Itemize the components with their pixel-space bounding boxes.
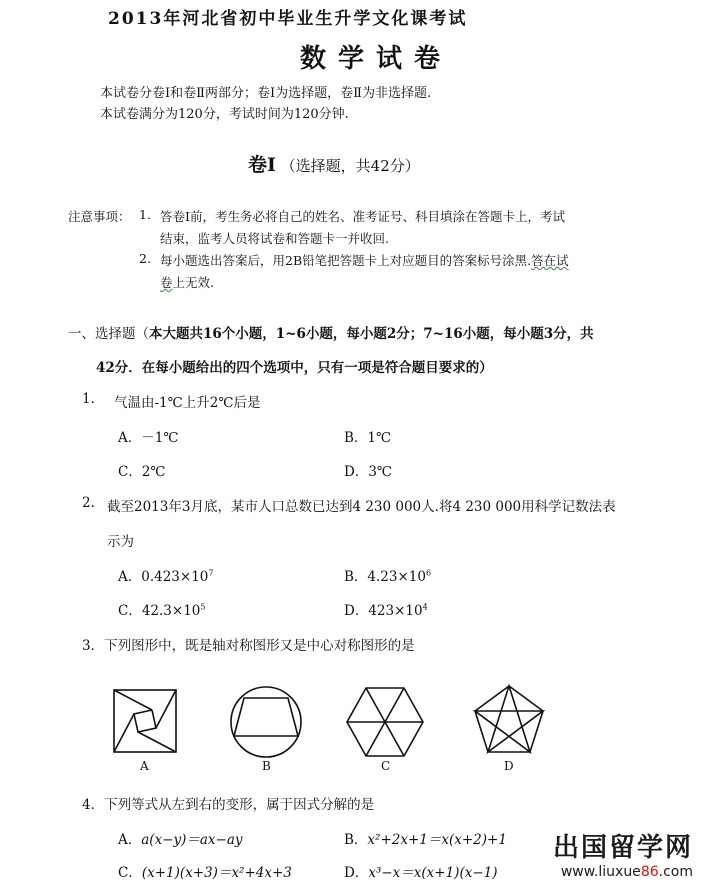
q3-stem: 3．下列图形中，既是轴对称图形又是中心对称图形的是	[82, 638, 415, 654]
figure-label-a: A	[140, 759, 149, 773]
q4-option-b-prefix: B．	[344, 832, 368, 848]
q3-figures	[100, 680, 580, 775]
q4-option-d	[344, 861, 498, 881]
note-1-number: 1.	[139, 207, 151, 222]
q4-option-c-prefix: C．	[118, 865, 142, 881]
q4-option-a-prefix: A．	[118, 832, 142, 848]
note-2-line-2-b: 上无效.	[172, 275, 214, 290]
q1-option-d: D．3℃	[344, 464, 393, 480]
q1-option-b: B．1℃	[344, 430, 392, 446]
q2-option-d-exp: 4	[422, 602, 428, 612]
q1-number: 1.	[82, 391, 95, 407]
q1-option-a: A．－1℃	[118, 430, 179, 446]
q2-option-b-exp: 6	[425, 568, 432, 578]
note-2-number: 2.	[139, 251, 151, 266]
part1-heading-line-2: 42分．在每小题给出的四个选项中，只有一项是符合题目要求的）	[96, 360, 493, 376]
intro-line-2: 本试卷满分为120分，考试时间为120分钟.	[100, 107, 349, 122]
q2-option-a-exp: 7	[208, 568, 214, 578]
q4-option-c	[118, 861, 292, 881]
q2-stem-line-1: 截至2013年3月底，某市人口总数已达到4 230 000人.将4 230 000用科学记数法表	[107, 499, 616, 515]
figure-label-d: D	[504, 759, 514, 773]
q2-option-d	[344, 599, 428, 619]
part1-heading-a: 一、选择题（	[68, 326, 149, 342]
q4-option-b	[344, 828, 507, 848]
q2-option-a-base: A．0.423×10	[118, 569, 209, 585]
note-2-line-1-c: 答在试	[531, 253, 569, 268]
note-1-line-1: 答卷Ⅰ前，考生务必将自己的姓名、准考证号、科目填涂在答题卡上，考试	[160, 209, 565, 224]
figure-b-circle-trapezoid	[231, 687, 301, 757]
watermark	[553, 827, 693, 880]
exam-title: 2013年河北省初中毕业生升学文化课考试	[108, 9, 468, 29]
note-2-line-1-a: 每小题选出答案后，用2	[160, 253, 293, 268]
q4-stem: 4．下列等式从左到右的变形，属于因式分解的是	[82, 797, 375, 813]
part1-heading-b: 本大题共16个小题，1~6小题，每小题2分；7~16小题，每小题3分，共	[149, 326, 594, 342]
q2-option-a	[118, 565, 213, 585]
q2-option-c-base: C．42.3×10	[118, 603, 201, 619]
q1-stem: 气温由-1℃上升2℃后是	[114, 395, 261, 411]
note-2-line-1	[160, 251, 569, 269]
q2-number: 2.	[82, 495, 95, 511]
figure-a-square-pinwheel	[114, 690, 176, 752]
watermark-url	[553, 864, 693, 880]
notes-label: 注意事项：	[68, 209, 131, 224]
q2-option-d-base: D．423×10	[344, 603, 423, 619]
note-2-line-1-b: B铅笔把答题卡上对应题目的答案标号涂黑.	[292, 253, 532, 268]
watermark-url-b: 86	[640, 864, 659, 880]
watermark-url-a: www.liuxue	[560, 864, 641, 880]
q2-option-b-base: B．4.23×10	[344, 569, 426, 585]
figure-label-c: C	[381, 759, 391, 773]
q4-option-d-prefix: D．	[344, 865, 369, 881]
note-2-line-2-a: 卷	[160, 275, 173, 290]
q1-option-c: C．2℃	[118, 464, 166, 480]
watermark-main: 出国留学网	[552, 833, 693, 863]
part1-heading-line-1	[68, 322, 594, 342]
note-2-line-2	[160, 273, 214, 291]
q4-option-c-expr: (x+1)(x+3)＝x²+4x+3	[141, 865, 292, 881]
q2-option-b	[344, 565, 431, 585]
q2-stem-line-2: 示为	[107, 534, 134, 550]
q4-option-b-expr: x²+2x+1＝x(x+2)+1	[367, 832, 507, 848]
section-title-sub: （选择题，共42分）	[280, 157, 420, 175]
q4-option-a-expr: a(x−y)＝ax−ay	[141, 832, 243, 848]
intro-line-1: 本试卷分卷Ⅰ和卷Ⅱ两部分；卷Ⅰ为选择题，卷Ⅱ为非选择题.	[100, 86, 432, 101]
paper-title: 数学试卷	[300, 44, 453, 74]
watermark-url-c: .com	[658, 864, 693, 880]
section-title-main: 卷Ⅰ	[248, 154, 276, 176]
figure-label-b: B	[262, 759, 271, 773]
figure-d-pentagon-star	[475, 686, 543, 752]
figure-c-hexagon	[347, 688, 423, 756]
q4-option-a	[118, 828, 243, 848]
section-title	[248, 150, 420, 177]
q4-option-d-expr: x³−x＝x(x+1)(x−1)	[368, 865, 498, 881]
q2-option-c-exp: 5	[200, 602, 206, 612]
q2-option-c	[118, 599, 205, 619]
note-1-line-2: 结束，监考人员将试卷和答题卡一并收回.	[160, 231, 389, 246]
